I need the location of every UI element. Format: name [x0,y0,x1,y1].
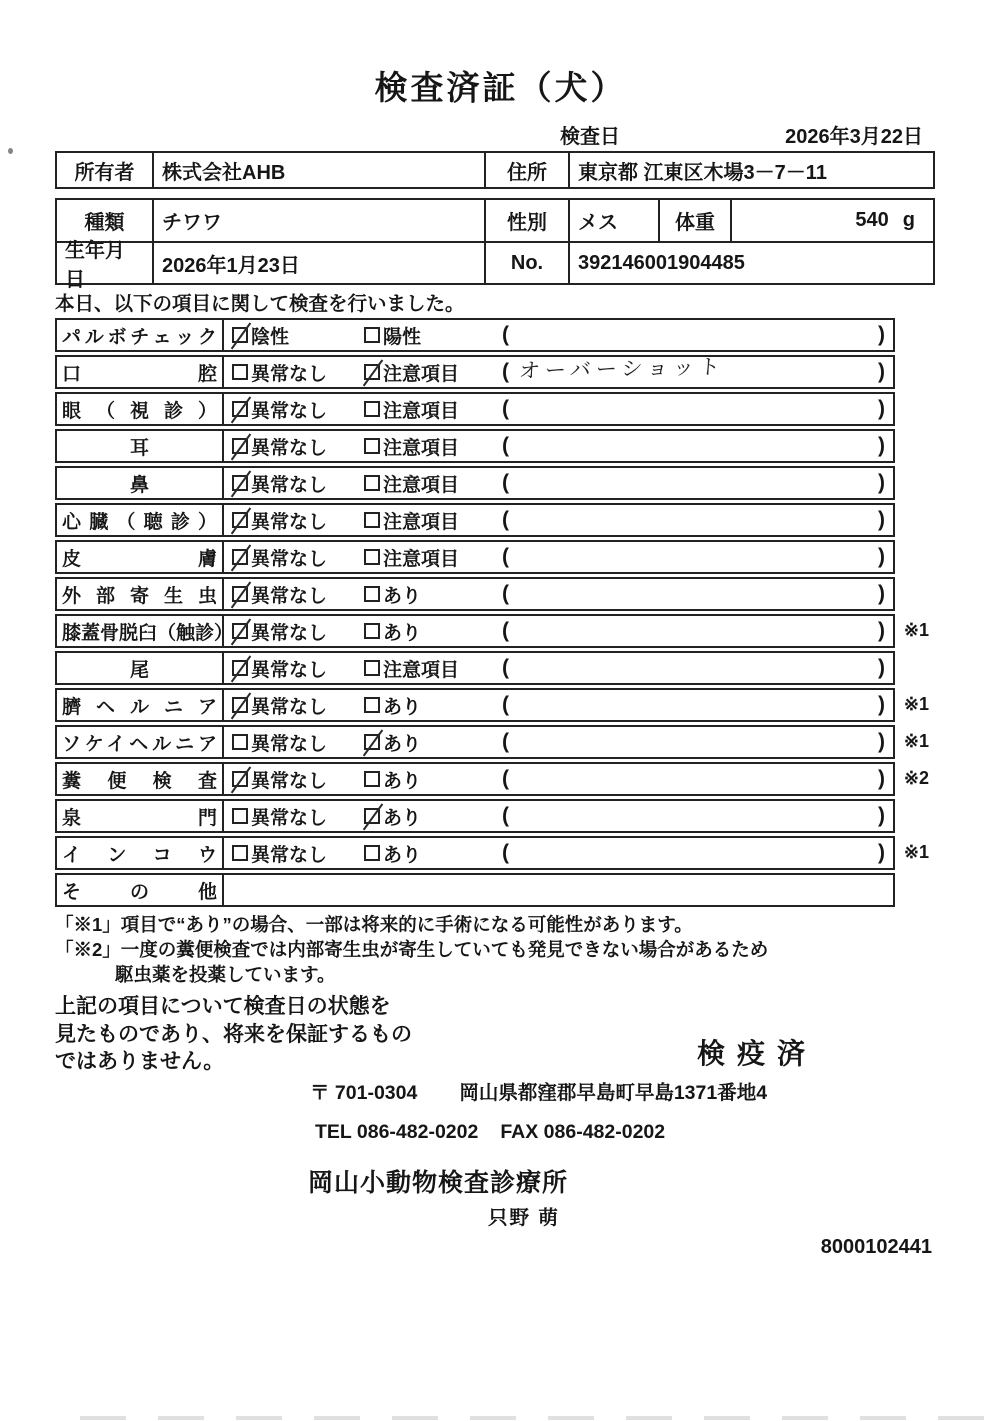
option2-label: 注意項目 [383,400,460,422]
option-1 [232,803,364,830]
option1-label: 異常なし [251,437,328,459]
exam-item-label [57,579,224,609]
exam-options [224,542,893,572]
option2-label: あり [383,622,422,644]
inspection-date-value: 2026年3月22日 [785,126,923,148]
paren-open: ( [502,730,509,753]
exam-item-label [57,616,234,646]
exam-row [55,318,895,352]
exam-options [224,875,893,905]
exam-row [55,577,895,611]
option1-checkbox [232,364,248,380]
sex-value: メス [570,200,660,241]
option-2 [364,507,502,534]
intro-text: 本日、以下の項目に関して検査を行いました。 [55,293,465,315]
option1-checkbox [232,586,248,602]
option2-checkbox [364,401,380,417]
clinic-postal: 〒 701-0304 [310,1082,418,1104]
exam-item-label-text: 心臓（聴診） [62,511,217,533]
birth-value: 2026年1月23日 [154,243,486,283]
exam-item-label-text: その他 [62,881,217,903]
exam-item-label-text: 鼻 [129,474,149,496]
option-2 [364,470,502,497]
disclaimer [55,993,475,1076]
option1-label: 異常なし [251,659,328,681]
page-title: 検査済証（犬） [374,69,627,106]
paren-open: ( [502,656,509,679]
option2-checkbox [364,364,380,380]
remark-text: オーバーショット [518,355,726,384]
exam-options [224,394,893,424]
option1-label: 陰性 [251,326,290,348]
option1-checkbox [232,845,248,861]
exam-options [224,505,893,535]
exam-options [224,764,893,794]
option1-checkbox [232,808,248,824]
option2-checkbox [364,623,380,639]
footnote-2: 「※2」一度の糞便検査では内部寄生虫が寄生していても発見できない場合があるため [55,939,769,960]
option-1 [232,618,364,645]
exam-item-label-text: 眼（視診） [62,400,217,422]
exam-row [55,651,895,685]
weight-label: 体重 [660,200,732,241]
option-1 [232,840,364,867]
option-2 [364,766,502,793]
option-2 [364,359,502,386]
exam-row [55,873,895,907]
paren-close: ) [878,323,885,346]
exam-item-label-text: 泉門 [62,807,217,829]
paren-open: ( [502,323,509,346]
exam-row [55,836,929,870]
clinic-name: 岡山小動物検査診療所 [308,1169,569,1197]
footnote-marker: ※1 [903,842,929,862]
address-label: 住所 [486,153,570,187]
option-2 [364,581,502,608]
exam-options [224,579,893,609]
option1-label: 異常なし [251,844,328,866]
paren-close: ) [878,841,885,864]
option1-checkbox [232,327,248,343]
paren-open: ( [502,582,509,605]
clinic-postal-line [310,1077,767,1105]
option1-checkbox [232,549,248,565]
quarantine-stamp: 検疫済 [697,1038,818,1069]
birth-label: 生年月日 [57,243,154,283]
option2-label: あり [383,585,422,607]
scan-artifact [8,148,13,154]
option2-label: 注意項目 [383,659,460,681]
option-2 [364,433,502,460]
paren-open: ( [502,397,509,420]
paren-close: ) [878,545,885,568]
paren-close: ) [878,360,885,383]
examiner-name: 只野 萌 [488,1207,560,1229]
option-2 [364,803,502,830]
paren-close: ) [878,619,885,642]
exam-row [55,355,895,389]
option-1 [232,581,364,608]
option-1 [232,359,364,386]
option2-label: あり [383,696,422,718]
option2-label: 注意項目 [383,437,460,459]
exam-row [55,429,895,463]
exam-row [55,725,929,759]
owner-table [55,151,935,189]
exam-item-label [57,542,224,572]
sex-label: 性別 [486,200,570,241]
paren-close: ) [878,730,885,753]
option1-label: 異常なし [251,585,328,607]
option1-checkbox [232,771,248,787]
footnote-1: 「※1」項目で“あり”の場合、一部は将来的に手術になる可能性があります。 [55,914,693,935]
option1-label: 異常なし [251,733,328,755]
paren-open: ( [502,360,509,383]
option2-checkbox [364,438,380,454]
option1-label: 異常なし [251,622,328,644]
exam-item-label-text: 臍ヘルニア [62,696,217,718]
option1-label: 異常なし [251,770,328,792]
footnote-3: 駆虫薬を投薬しています。 [115,964,336,985]
option2-label: 注意項目 [383,474,460,496]
option1-checkbox [232,623,248,639]
paren-close: ) [878,434,885,457]
paren-close: ) [878,471,885,494]
option2-label: あり [383,807,422,829]
option1-checkbox [232,475,248,491]
option1-checkbox [232,660,248,676]
exam-item-label-text: 膝蓋骨脱臼（触診） [62,622,234,644]
exam-item-label [57,468,224,498]
exam-options [224,653,893,683]
option-2 [364,618,502,645]
paren-open: ( [502,693,509,716]
clinic-fax: FAX 086-482-0202 [500,1121,666,1143]
paren-open: ( [502,767,509,790]
option2-checkbox [364,697,380,713]
option-1 [232,729,364,756]
footnote-marker: ※1 [903,694,929,714]
exam-row [55,392,895,426]
paren-close: ) [878,804,885,827]
disclaimer-line-1: 上記の項目について検査日の状態を [55,995,391,1018]
option2-label: あり [383,733,422,755]
option-1 [232,766,364,793]
serial-number: 8000102441 [820,1236,932,1258]
exam-table [55,318,929,910]
option2-label: あり [383,770,422,792]
paren-open: ( [502,471,509,494]
exam-options [224,431,893,461]
weight-unit: g [902,209,915,231]
inspection-date-label: 検査日 [560,126,620,148]
paren-open: ( [502,508,509,531]
option1-label: 異常なし [251,400,328,422]
option-2 [364,692,502,719]
exam-options [224,320,893,350]
option1-label: 異常なし [251,511,328,533]
option-1 [232,470,364,497]
exam-item-label-text: インコウ [62,844,217,866]
footnote-marker: ※2 [903,768,929,788]
exam-options [224,357,893,387]
exam-item-label [57,394,224,424]
option-2 [364,322,502,349]
breed-label: 種類 [57,200,154,241]
exam-item-label [57,320,224,350]
option-1 [232,544,364,571]
exam-item-label [57,727,224,757]
exam-item-label [57,505,224,535]
disclaimer-line-2: 見たものであり、将来を保証するもの [55,1022,412,1046]
animal-row-2 [57,240,933,291]
option-1 [232,692,364,719]
exam-item-label-text: 外部寄生虫 [62,585,217,607]
no-label: No. [486,243,570,283]
option2-checkbox [364,549,380,565]
paren-close: ) [878,656,885,679]
exam-options [224,468,893,498]
option-1 [232,396,364,423]
option1-label: 異常なし [251,807,328,829]
option1-label: 異常なし [251,696,328,718]
weight-value-cell [732,200,933,241]
exam-item-label-text: ソケイヘルニア [62,733,217,755]
exam-row [55,466,895,500]
disclaimer-line-3: ではありません。 [55,1050,225,1073]
exam-item-label [57,653,224,683]
option1-label: 異常なし [251,548,328,570]
no-value: 392146001904485 [578,251,745,274]
exam-item-label [57,764,224,794]
option1-checkbox [232,438,248,454]
paren-open: ( [502,841,509,864]
exam-item-label-text: パルボチェック [62,326,217,348]
option-2 [364,396,502,423]
paren-open: ( [502,434,509,457]
option1-checkbox [232,512,248,528]
option1-label: 異常なし [251,363,328,385]
paren-open: ( [502,545,509,568]
clinic-tel: TEL 086-482-0202 [315,1121,479,1143]
exam-row [55,762,929,796]
exam-item-label-text: 尾 [129,659,149,681]
option2-checkbox [364,586,380,602]
option2-checkbox [364,845,380,861]
exam-item-label-text: 皮膚 [62,548,217,570]
paren-close: ) [878,693,885,716]
exam-options [224,690,893,720]
option2-checkbox [364,475,380,491]
option2-label: 注意項目 [383,363,460,385]
option2-checkbox [364,660,380,676]
clinic-address: 岡山県都窪郡早島町早島1371番地4 [459,1082,768,1104]
exam-row [55,799,895,833]
exam-row [55,503,895,537]
paren-close: ) [878,582,885,605]
option2-checkbox [364,771,380,787]
exam-options [224,616,893,646]
exam-item-label [57,838,224,868]
inspection-date-row [55,120,935,146]
exam-item-label [57,431,224,461]
option2-label: 注意項目 [383,511,460,533]
option1-checkbox [232,697,248,713]
option-2 [364,544,502,571]
address-value: 東京都 江東区木場3－7－11 [578,161,827,184]
exam-item-label [57,690,224,720]
exam-item-label [57,357,224,387]
exam-item-label-text: 糞便検査 [62,770,217,792]
exam-options [224,801,893,831]
exam-item-label [57,875,224,905]
exam-row [55,614,929,648]
exam-row [55,540,895,574]
breed-value: チワワ [154,200,486,241]
footnote-marker: ※1 [903,620,929,640]
owner-value: 株式会社AHB [154,153,486,187]
option-2 [364,655,502,682]
paren-open: ( [502,804,509,827]
option2-label: 注意項目 [383,548,460,570]
paren-close: ) [878,767,885,790]
option2-checkbox [364,327,380,343]
exam-item-label-text: 口腔 [62,363,217,385]
option2-checkbox [364,512,380,528]
option-2 [364,840,502,867]
option2-label: 陽性 [383,326,422,348]
weight-value: 540 [855,209,889,231]
option1-checkbox [232,401,248,417]
option2-checkbox [364,808,380,824]
option-1 [232,507,364,534]
exam-options [224,727,893,757]
exam-item-label [57,801,224,831]
paren-close: ) [878,508,885,531]
option-1 [232,322,364,349]
scan-artifact [80,1416,1001,1420]
paren-close: ) [878,397,885,420]
option-1 [232,655,364,682]
option1-checkbox [232,734,248,750]
footnotes [55,912,955,987]
option-1 [232,433,364,460]
option2-label: あり [383,844,422,866]
footnote-marker: ※1 [903,731,929,751]
exam-row [55,688,929,722]
option-2 [364,729,502,756]
exam-options [224,838,893,868]
paren-open: ( [502,619,509,642]
animal-table [55,198,935,291]
option1-label: 異常なし [251,474,328,496]
clinic-tel-line [315,1121,665,1144]
animal-row-1 [57,200,933,243]
exam-item-label-text: 耳 [129,437,149,459]
owner-label: 所有者 [57,153,154,187]
option2-checkbox [364,734,380,750]
